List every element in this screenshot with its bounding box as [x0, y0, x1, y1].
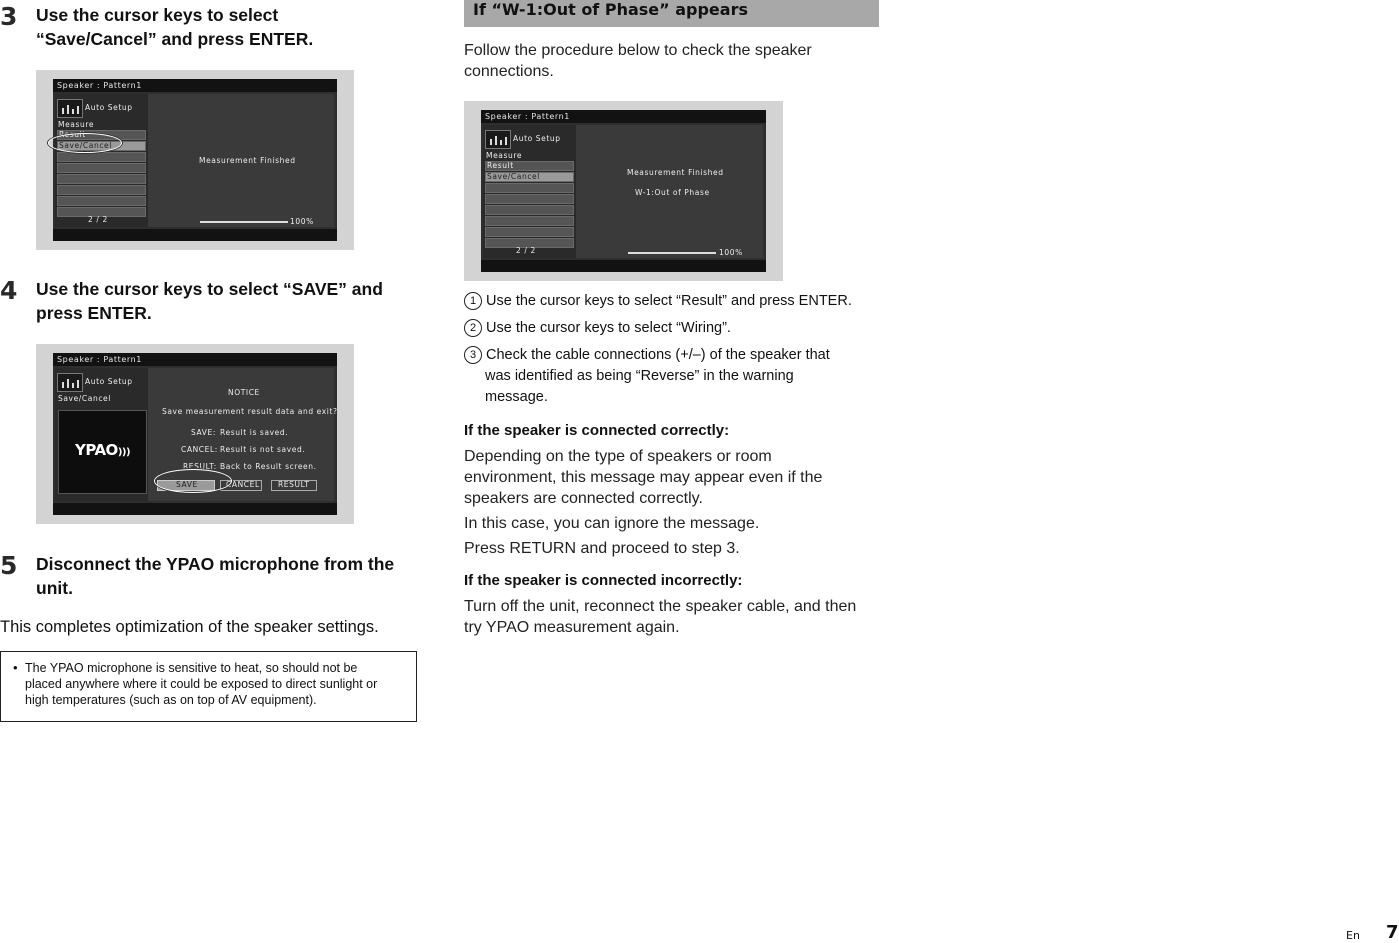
auto-setup-icon — [485, 130, 511, 149]
menu-row-empty — [57, 196, 146, 206]
step-4-line2: press ENTER. — [36, 303, 152, 323]
step-3-line1: Use the cursor keys to select — [36, 5, 279, 25]
menu-row-result[interactable]: Result — [57, 130, 146, 140]
auto-setup-label: Auto Setup — [85, 377, 133, 386]
screen-a-panel — [148, 94, 334, 227]
screen-b-bottom-bar — [53, 503, 337, 515]
menu-row-empty — [485, 194, 574, 204]
progress-label: 100% — [719, 248, 743, 257]
menu-row-empty — [485, 183, 574, 193]
screen-c-bottom-bar — [481, 260, 766, 272]
save-cancel-label: Save/Cancel — [58, 394, 111, 403]
screen-c-menu — [483, 125, 576, 258]
screen-a-title: Speaker : Pattern1 — [53, 79, 337, 92]
tip-box — [0, 651, 417, 722]
av-screen-a — [53, 79, 337, 241]
step-3-line2: “Save/Cancel” and press ENTER. — [36, 29, 314, 49]
step-5-line1: Disconnect the YPAO microphone from the — [36, 554, 395, 574]
menu-row-empty — [57, 185, 146, 195]
screenshot-save-cancel — [36, 70, 354, 250]
measure-label: Measure — [58, 120, 95, 129]
result-desc: Back to Result screen. — [220, 462, 317, 471]
av-screen-c — [481, 110, 766, 272]
save-key: SAVE: — [191, 428, 216, 437]
save-button[interactable]: SAVE — [157, 480, 215, 491]
section-header-title: If “W-1:Out of Phase” appears — [473, 0, 748, 19]
screen-a-menu — [55, 94, 148, 227]
cancel-desc: Result is not saved. — [220, 445, 306, 454]
auto-setup-icon — [57, 373, 83, 392]
save-desc: Result is saved. — [220, 428, 289, 437]
notice-title: NOTICE — [228, 388, 260, 397]
auto-setup-label: Auto Setup — [85, 103, 133, 112]
progress-label: 100% — [290, 217, 314, 226]
measurement-message: Measurement Finished — [627, 168, 724, 177]
step-4-text — [36, 277, 383, 325]
menu-row-result[interactable]: Result — [485, 161, 574, 171]
menu-row-empty — [57, 152, 146, 162]
correct-text: Depending on the type of speakers or room environment, this message may appear even if the speakers are connected correctly. In this case, you can ignore the message. Press RETURN and proceed to step 3. — [464, 448, 823, 557]
result-key: RESULT: — [183, 462, 217, 471]
language-label: En — [1346, 929, 1360, 942]
step-3-text — [36, 3, 313, 51]
cancel-button[interactable]: CANCEL — [220, 480, 262, 491]
screen-b-menu — [55, 368, 148, 501]
incorrect-heading: If the speaker is connected incorrectly: — [464, 572, 743, 589]
ypao-logo-box — [58, 410, 147, 494]
page-indicator: 2 / 2 — [516, 246, 536, 255]
menu-row-save-cancel[interactable]: Save/Cancel — [57, 141, 146, 151]
progress-bar — [628, 252, 716, 254]
cancel-key: CANCEL: — [181, 445, 218, 454]
completion-text: This completes optimization of the speaker settings. — [0, 618, 379, 636]
step-4-number: 4 — [0, 276, 18, 305]
menu-row-empty — [485, 205, 574, 215]
circled-number-1: 1 — [464, 292, 482, 310]
procedure-item-1: 1 Use the cursor keys to select “Result” and press ENTER. — [464, 291, 852, 312]
wave-icon: ))) — [117, 447, 131, 458]
measure-label: Measure — [486, 151, 523, 160]
menu-row-save-cancel[interactable]: Save/Cancel — [485, 172, 574, 182]
notice-question: Save measurement result data and exit? — [162, 407, 338, 416]
procedure-item-2: 2 Use the cursor keys to select “Wiring”. — [464, 318, 731, 339]
screen-c-panel — [576, 125, 763, 258]
circled-number-3: 3 — [464, 346, 482, 364]
step-5-number: 5 — [0, 551, 18, 580]
measurement-message: Measurement Finished — [199, 156, 296, 165]
auto-setup-label: Auto Setup — [513, 134, 561, 143]
correct-heading: If the speaker is connected correctly: — [464, 422, 730, 439]
warning-message: W-1:Out of Phase — [635, 188, 710, 197]
section-header — [464, 0, 879, 27]
ypao-logo: YPAO))) — [74, 441, 131, 459]
circled-number-2: 2 — [464, 319, 482, 337]
screenshot-notice — [36, 344, 354, 524]
incorrect-text: Turn off the unit, reconnect the speaker cable, and then try YPAO measurement again. — [464, 598, 857, 636]
auto-setup-icon — [57, 99, 83, 118]
progress-bar — [200, 221, 288, 223]
tip-bullet: • — [13, 660, 18, 675]
page-indicator: 2 / 2 — [88, 215, 108, 224]
screen-c-title: Speaker : Pattern1 — [481, 110, 766, 123]
result-button[interactable]: RESULT — [271, 480, 317, 491]
step-5-text — [36, 552, 394, 600]
tip-text: The YPAO microphone is sensitive to heat, so should not be placed anywhere where it could be exposed to direct sunlight or high temperatures (such as on top of AV equipment). — [25, 661, 378, 707]
procedure-item-3: 3 Check the cable connections (+/–) of the speaker that was identified as being “Reverse” in the warning message. — [464, 345, 830, 408]
screen-b-title: Speaker : Pattern1 — [53, 353, 337, 366]
screen-a-bottom-bar — [53, 229, 337, 241]
menu-row-empty — [485, 227, 574, 237]
page-number: 7 — [1386, 922, 1399, 943]
highlight-oval — [154, 469, 232, 493]
step-3-number: 3 — [0, 2, 18, 31]
menu-row-empty — [57, 163, 146, 173]
menu-row-empty — [57, 174, 146, 184]
intro-text: Follow the procedure below to check the speaker connections. — [464, 42, 812, 80]
highlight-oval — [48, 133, 122, 153]
step-4-line1: Use the cursor keys to select “SAVE” and — [36, 279, 383, 299]
step-5-line2: unit. — [36, 578, 73, 598]
menu-row-empty — [485, 216, 574, 226]
screenshot-out-of-phase — [464, 101, 783, 281]
